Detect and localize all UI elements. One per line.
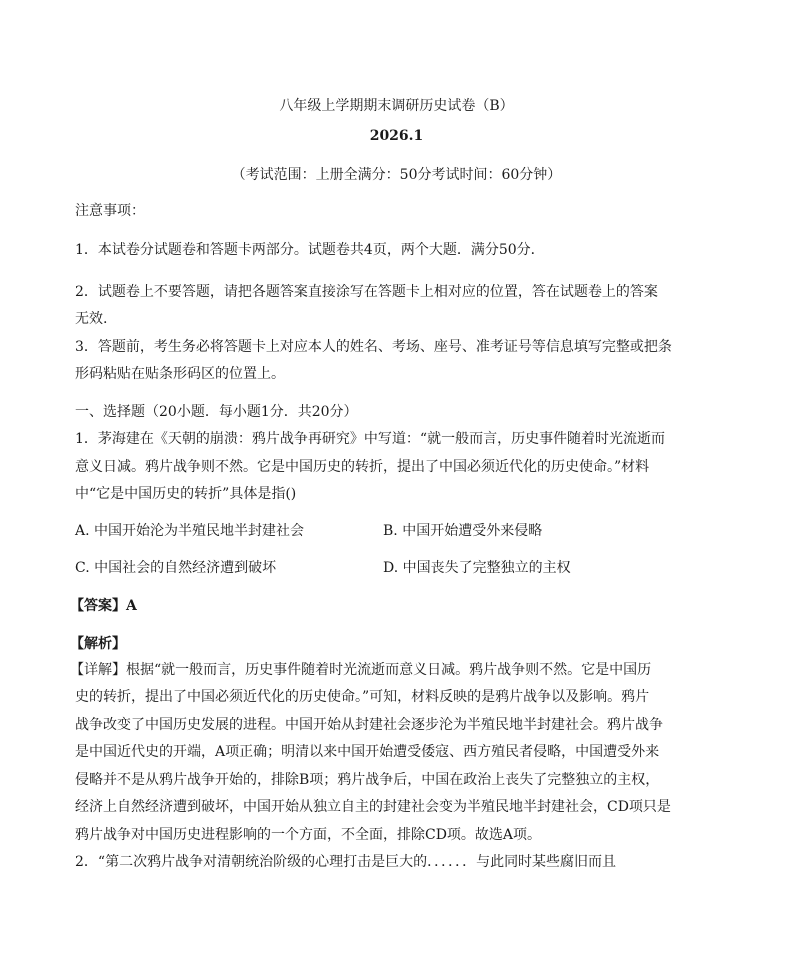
notice-item-1: 1．本试卷分试题卷和答题卡两部分。试题卷共4页，两个大题．满分50分． bbox=[75, 242, 545, 258]
notice-item-3-cont: 形码粘贴在贴条形码区的位置上。 bbox=[75, 366, 285, 382]
question-1-option-c: C. 中国社会的自然经济遭到破坏 bbox=[75, 560, 277, 576]
answer-label: 【答案】A bbox=[70, 598, 137, 614]
notice-heading: 注意事项： bbox=[75, 203, 145, 219]
detail-line-6: 经济上自然经济遭到破坏，中国开始从独立自主的封建社会变为半殖民地半封建社会，CD项只是 bbox=[75, 799, 671, 815]
notice-item-3: 3．答题前，考生务必将答题卡上对应本人的姓名、考场、座号、准考证号等信息填写完整或把条 bbox=[75, 339, 672, 355]
exam-scope: （考试范围：上册全满分：50分考试时间：60分钟） bbox=[231, 167, 562, 183]
question-1-option-a: A. 中国开始沦为半殖民地半封建社会 bbox=[75, 523, 305, 539]
notice-item-2-cont: 无效. bbox=[75, 311, 108, 327]
detail-line-7: 鸦片战争对中国历史进程影响的一个方面，不全面，排除CD项。故选A项。 bbox=[75, 827, 542, 843]
detail-line-2: 史的转折，提出了中国必须近代化的历史使命。”可知，材料反映的是鸦片战争以及影响。鸦片 bbox=[75, 689, 650, 705]
detail-line-1: 【详解】根据“就一般而言，历史事件随着时光流逝而意义日减。鸦片战争则不然。它是中国历 bbox=[70, 662, 652, 678]
question-1-option-b: B. 中国开始遭受外来侵略 bbox=[383, 523, 543, 539]
exam-date: 2026.1 bbox=[369, 128, 424, 144]
detail-line-5: 侵略并不是从鸦片战争开始的，排除B项；鸦片战争后，中国在政治上丧失了完整独立的主权， bbox=[75, 772, 660, 788]
detail-line-3: 战争改变了中国历史发展的进程。中国开始从封建社会逐步沦为半殖民地半封建社会。鸦片战争 bbox=[75, 717, 663, 733]
question-1-text-2: 意义日减。鸦片战争则不然。它是中国历史的转折，提出了中国必须近代化的历史使命。”材料 bbox=[75, 459, 650, 475]
detail-line-4: 是中国近代史的开端，A项正确；明清以来中国开始遭受倭寇、西方殖民者侵略，中国遭受外来 bbox=[75, 744, 660, 760]
question-2-text: 2．“第二次鸦片战争对清朝统治阶级的心理打击是巨大的．．．．．．与此同时某些腐旧而且 bbox=[75, 854, 617, 870]
section-heading: 一、选择题（20小题．每小题1分．共20分） bbox=[75, 404, 358, 420]
question-1-text: 1．茅海建在《天朝的崩溃：鸦片战争再研究》中写道：“就一般而言，历史事件随着时光流逝而 bbox=[75, 431, 666, 447]
question-1-option-d: D. 中国丧失了完整独立的主权 bbox=[383, 560, 571, 576]
notice-item-2: 2．试题卷上不要答题，请把各题答案直接涂写在答题卡上相对应的位置，答在试题卷上的答案 bbox=[75, 284, 658, 300]
analysis-label: 【解析】 bbox=[70, 636, 126, 652]
question-1-text-3: 中“它是中国历史的转折”具体是指() bbox=[75, 486, 297, 502]
exam-title: 八年级上学期期末调研历史试卷（B） bbox=[279, 98, 514, 114]
